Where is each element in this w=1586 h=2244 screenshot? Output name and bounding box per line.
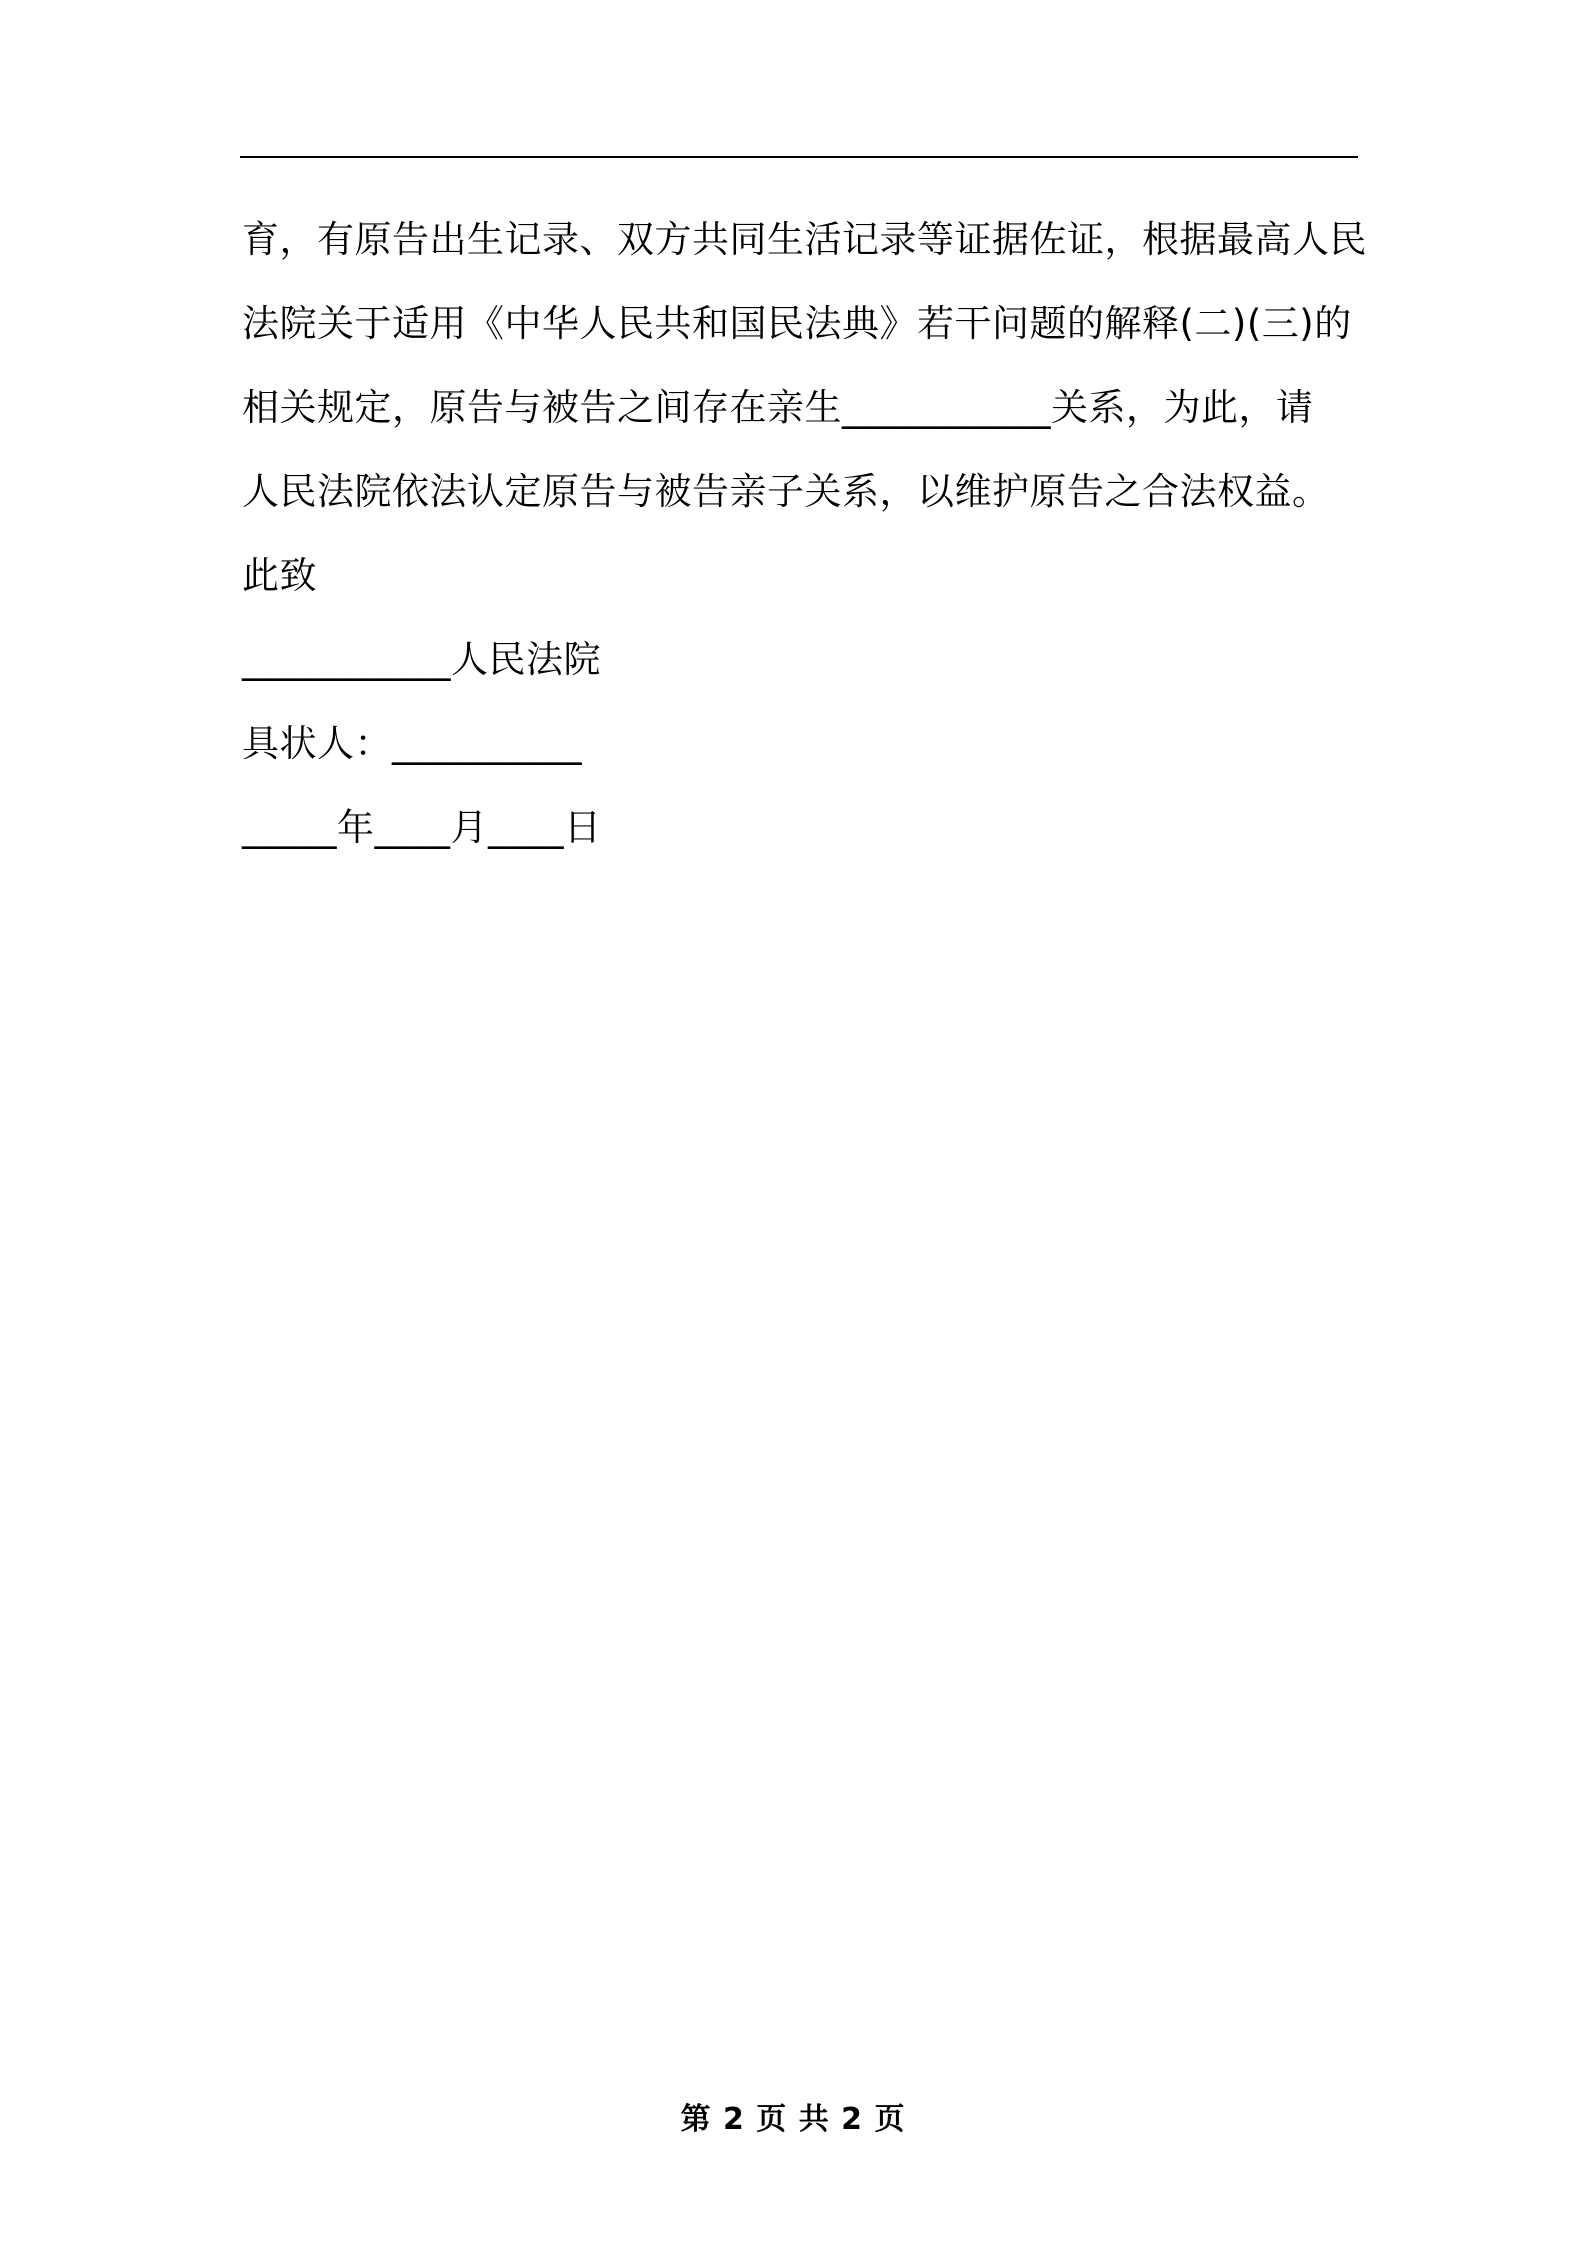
body-line-3: 相关规定，原告与被告之间存在亲生___________关系，为此，请 [242,386,1314,429]
body-line-1: 育，有原告出生记录、双方共同生活记录等证据佐证，根据最高人民 [242,218,1367,261]
body-line-2: 法院关于适用《中华人民共和国民法典》若干问题的解释(二)(三)的 [242,302,1352,345]
date-line: _____年____月____日 [242,806,602,849]
body-line-4: 人民法院依法认定原告与被告亲子关系，以维护原告之合法权益。 [242,470,1330,513]
document-body [242,198,1367,870]
salutation: 此致 [242,554,317,597]
page-indicator: 第 2 页 共 2 页 [680,2102,906,2137]
court-line: ___________人民法院 [242,638,601,681]
header-rule [240,156,1358,158]
signer-line: 具状人：__________ [242,722,582,765]
